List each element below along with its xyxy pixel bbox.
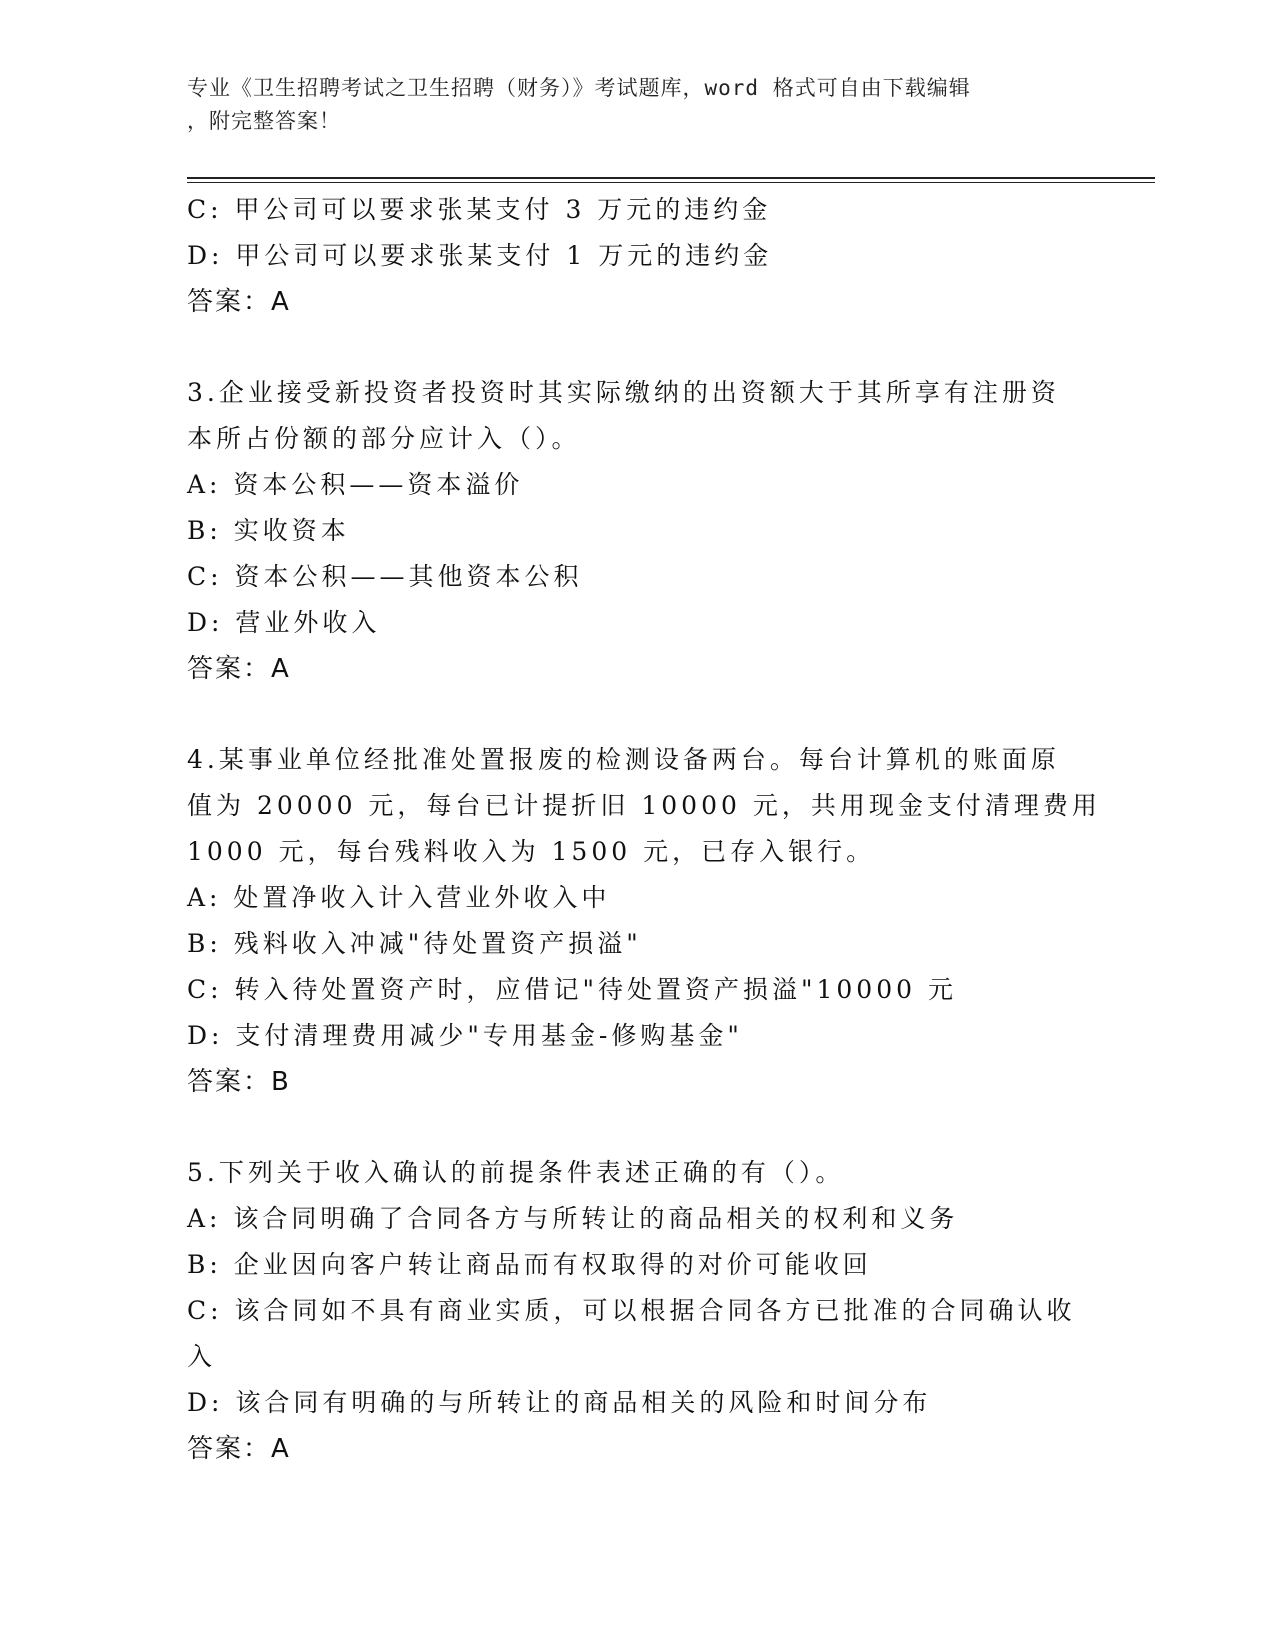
question-stem-line: 5.下列关于收入确认的前提条件表述正确的有（）。 <box>187 1158 845 1187</box>
spacer <box>187 692 1087 737</box>
question-4 <box>187 737 1101 1105</box>
question-stem-line: 1000 元，每台残料收入为 1500 元，已存入银行。 <box>187 837 876 866</box>
question-stem-line: 本所占份额的部分应计入（）。 <box>187 424 581 453</box>
option-a: A: 资本公积——资本溢价 <box>187 470 524 499</box>
header-line-1: 专业《卫生招聘考试之卫生招聘（财务）》考试题库，word 格式可自由下载编辑 <box>187 76 971 100</box>
option-c-continuation: 入 <box>187 1342 217 1371</box>
option-c: C: 该合同如不具有商业实质，可以根据合同各方已批准的合同确认收 <box>187 1296 1076 1325</box>
question-stem-line: 3.企业接受新投资者投资时其实际缴纳的出资额大于其所享有注册资 <box>187 378 1060 407</box>
option-c: C: 甲公司可以要求张某支付 3 万元的违约金 <box>187 195 772 224</box>
option-c: C: 资本公积——其他资本公积 <box>187 562 583 591</box>
answer-line: 答案：A <box>187 654 291 684</box>
option-d: D: 支付清理费用减少"专用基金-修购基金" <box>187 1021 743 1050</box>
option-b: B: 残料收入冲减"待处置资产损溢" <box>187 929 642 958</box>
option-b: B: 实收资本 <box>187 516 350 545</box>
spacer <box>187 1105 1087 1150</box>
option-b: B: 企业因向客户转让商品而有权取得的对价可能收回 <box>187 1250 872 1279</box>
option-c: C: 转入待处置资产时，应借记"待处置资产损溢"10000 元 <box>187 975 957 1004</box>
question-list <box>187 187 1101 1472</box>
question-fragment <box>187 187 1087 325</box>
question-3 <box>187 370 1087 692</box>
spacer <box>187 325 1087 370</box>
question-5 <box>187 1150 1087 1472</box>
question-stem-line: 4.某事业单位经批准处置报废的检测设备两台。每台计算机的账面原 <box>187 745 1060 774</box>
option-a: A: 处置净收入计入营业外收入中 <box>187 883 611 912</box>
option-a: A: 该合同明确了合同各方与所转让的商品相关的权利和义务 <box>187 1204 959 1233</box>
question-stem-line: 值为 20000 元，每台已计提折旧 10000 元，共用现金支付清理费用 <box>187 791 1101 820</box>
option-d: D: 营业外收入 <box>187 608 381 637</box>
header-divider-thin <box>187 182 1155 183</box>
option-d: D: 该合同有明确的与所转让的商品相关的风险和时间分布 <box>187 1388 932 1417</box>
header-line-2: ，附完整答案！ <box>187 109 341 133</box>
document-header <box>187 72 1087 138</box>
answer-line: 答案：A <box>187 287 291 317</box>
header-divider-thick <box>187 177 1155 179</box>
option-d: D: 甲公司可以要求张某支付 1 万元的违约金 <box>187 241 773 270</box>
answer-line: 答案：B <box>187 1067 291 1097</box>
answer-line: 答案：A <box>187 1434 291 1464</box>
